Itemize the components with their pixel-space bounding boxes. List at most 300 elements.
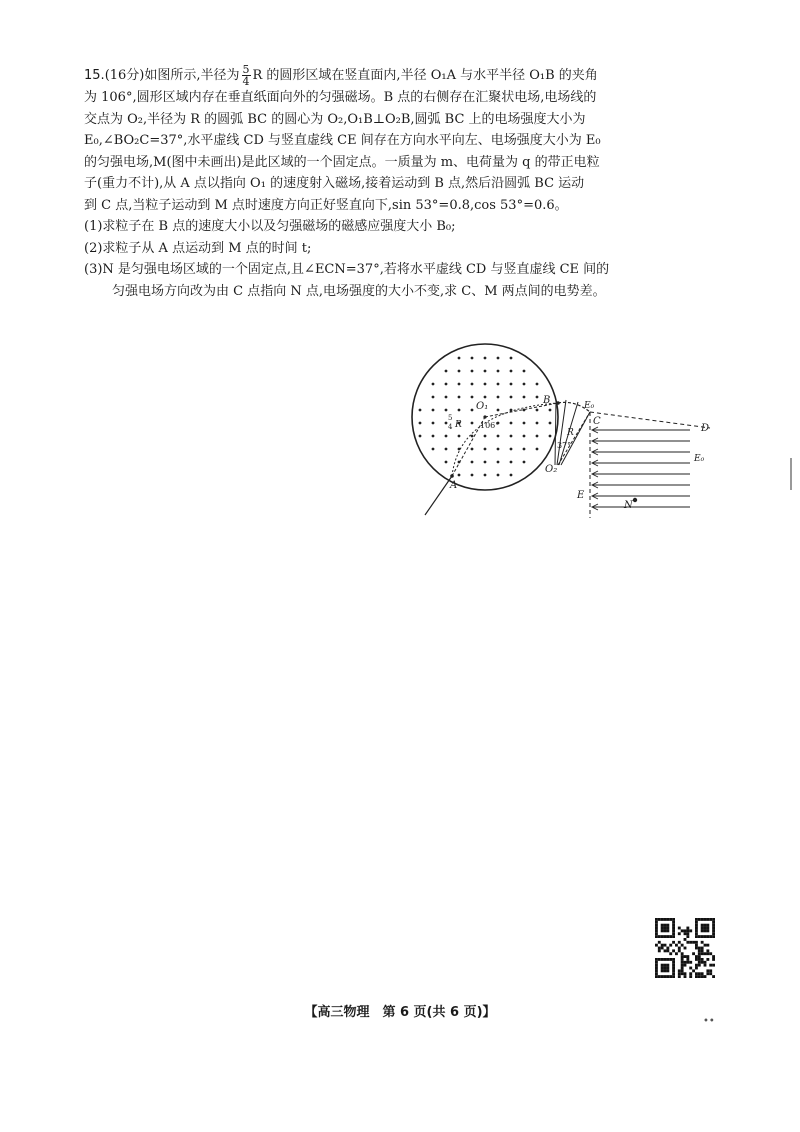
field-dot xyxy=(471,383,474,386)
problem-line-2: 为 106°,圆形区域内存在垂直纸面向外的匀强磁场。B 点的右侧存在汇聚状电场,电场线的 xyxy=(84,90,597,105)
qr-module xyxy=(695,941,698,944)
qr-module xyxy=(669,935,672,938)
field-dot xyxy=(510,383,513,386)
label-E0-right: E₀ xyxy=(694,454,705,464)
field-dot xyxy=(419,422,422,425)
qr-module xyxy=(672,969,675,972)
qr-module xyxy=(695,929,698,932)
field-dot xyxy=(471,370,474,373)
question-1: (1)求粒子在 B 点的速度大小以及匀强磁场的磁感应强度大小 B₀; xyxy=(84,219,456,234)
field-dot xyxy=(497,461,500,464)
qr-module xyxy=(672,975,675,978)
qr-module xyxy=(698,961,701,964)
qr-module xyxy=(664,924,667,927)
fraction-numerator: 5 xyxy=(242,63,250,76)
problem-text-1b: R 的圆形区域在竖直面内,半径 O₁A 与水平半径 O₁B 的夹角 xyxy=(252,68,598,83)
qr-module xyxy=(712,975,715,978)
qr-module xyxy=(661,958,664,961)
field-dot xyxy=(419,435,422,438)
qr-module xyxy=(698,949,701,952)
qr-module xyxy=(672,949,675,952)
qr-module xyxy=(704,944,707,947)
qr-module xyxy=(664,929,667,932)
qr-module xyxy=(712,958,715,961)
qr-module xyxy=(661,918,664,921)
qr-module xyxy=(664,967,667,970)
field-dot xyxy=(523,396,526,399)
qr-module xyxy=(686,961,689,964)
qr-module xyxy=(701,972,704,975)
problem-line-6: 子(重力不计),从 A 点以指向 O₁ 的速度射入磁场,接着运动到 B 点,然后沿圆弧 BC 运动 xyxy=(84,176,585,191)
field-dot xyxy=(510,461,513,464)
label-37: 37° xyxy=(557,441,572,450)
label-4: 4 xyxy=(448,423,453,431)
label-O1: O₁ xyxy=(476,401,489,412)
qr-module xyxy=(698,958,701,961)
qr-module xyxy=(689,941,692,944)
qr-module xyxy=(678,932,681,935)
qr-module xyxy=(655,927,658,930)
qr-module xyxy=(704,935,707,938)
qr-module xyxy=(712,955,715,958)
qr-module xyxy=(686,941,689,944)
qr-module xyxy=(678,972,681,975)
field-dot xyxy=(510,396,513,399)
qr-module xyxy=(684,972,687,975)
qr-module xyxy=(672,927,675,930)
qr-module xyxy=(709,972,712,975)
qr-module xyxy=(701,935,704,938)
qr-module xyxy=(681,952,684,955)
qr-module xyxy=(672,924,675,927)
field-dot xyxy=(523,383,526,386)
qr-module xyxy=(709,969,712,972)
qr-module xyxy=(666,929,669,932)
field-dot xyxy=(523,422,526,425)
label-D: D xyxy=(701,423,710,434)
qr-module xyxy=(704,952,707,955)
field-dot xyxy=(536,435,539,438)
qr-module xyxy=(655,972,658,975)
qr-module xyxy=(681,929,684,932)
qr-module xyxy=(709,918,712,921)
field-dot xyxy=(471,461,474,464)
question-2: (2)求粒子从 A 点运动到 M 点的时间 t; xyxy=(84,240,312,256)
problem-line-5: 的匀强电场,M(图中未画出)是此区域的一个固定点。一质量为 m、电荷量为 q 的带正电粒 xyxy=(84,154,600,170)
qr-module xyxy=(664,969,667,972)
qr-module xyxy=(661,944,664,947)
problem-line-7: 到 C 点,当粒子运动到 M 点时速度方向正好竖直向下,sin 53°=0.8,cos 53°=0.6。 xyxy=(84,197,568,213)
point-N xyxy=(633,498,637,502)
qr-module xyxy=(658,975,661,978)
field-dot xyxy=(445,461,448,464)
field-dot xyxy=(484,435,487,438)
qr-module xyxy=(666,924,669,927)
field-dot xyxy=(497,396,500,399)
field-dot xyxy=(471,357,474,360)
qr-module xyxy=(655,958,658,961)
field-dot xyxy=(432,422,435,425)
label-R: R xyxy=(567,428,574,438)
qr-module xyxy=(698,975,701,978)
field-dot xyxy=(484,448,487,451)
qr-module xyxy=(655,961,658,964)
field-dot xyxy=(458,409,461,412)
incident-path xyxy=(425,476,452,515)
qr-module xyxy=(692,952,695,955)
qr-module xyxy=(684,975,687,978)
field-dot xyxy=(497,383,500,386)
qr-module xyxy=(655,921,658,924)
label-N: N xyxy=(624,500,633,511)
qr-module xyxy=(684,932,687,935)
field-dot xyxy=(510,435,513,438)
field-dot xyxy=(497,370,500,373)
qr-module xyxy=(689,972,692,975)
qr-module xyxy=(655,935,658,938)
qr-module xyxy=(672,932,675,935)
field-dot xyxy=(510,357,513,360)
qr-module xyxy=(684,938,687,941)
qr-module xyxy=(686,958,689,961)
field-dot xyxy=(497,409,500,412)
field-dot xyxy=(432,448,435,451)
field-dot xyxy=(471,422,474,425)
qr-module xyxy=(669,975,672,978)
qr-module xyxy=(655,918,658,921)
qr-module xyxy=(658,958,661,961)
qr-module xyxy=(701,952,704,955)
field-dot xyxy=(458,357,461,360)
qr-module xyxy=(666,935,669,938)
field-dot xyxy=(497,357,500,360)
qr-module xyxy=(669,958,672,961)
qr-module xyxy=(686,929,689,932)
qr-module xyxy=(672,964,675,967)
problem-line-1 xyxy=(84,64,724,87)
field-dot xyxy=(510,422,513,425)
field-dot xyxy=(549,422,552,425)
qr-module xyxy=(706,924,709,927)
qr-module xyxy=(712,918,715,921)
qr-module xyxy=(701,929,704,932)
field-dot xyxy=(458,383,461,386)
qr-module xyxy=(698,964,701,967)
qr-module xyxy=(701,975,704,978)
qr-module xyxy=(706,944,709,947)
qr-module xyxy=(666,947,669,950)
field-dot xyxy=(523,370,526,373)
field-dot xyxy=(549,409,552,412)
fraction-five-fourths xyxy=(242,64,251,87)
field-dot xyxy=(536,448,539,451)
qr-module xyxy=(681,961,684,964)
problem-number: 15. xyxy=(84,68,105,83)
label-106: 106° xyxy=(480,421,500,430)
field-dot xyxy=(484,357,487,360)
field-dot xyxy=(471,474,474,477)
uniform-field-lines xyxy=(592,427,690,510)
qr-module xyxy=(664,918,667,921)
qr-module xyxy=(695,927,698,930)
question-3-line-1: (3)N 是匀强电场区域的一个固定点,且∠ECN=37°,若将水平虚线 CD 与竖直虚线 CE 间的 xyxy=(84,262,610,277)
qr-module xyxy=(704,964,707,967)
qr-module xyxy=(712,929,715,932)
qr-module xyxy=(689,975,692,978)
qr-module xyxy=(706,918,709,921)
field-dot xyxy=(458,396,461,399)
qr-module xyxy=(709,964,712,967)
field-dot xyxy=(445,396,448,399)
qr-module xyxy=(692,941,695,944)
qr-module xyxy=(698,947,701,950)
qr-module xyxy=(695,972,698,975)
qr-module xyxy=(672,972,675,975)
qr-module xyxy=(658,949,661,952)
page-footer: 【高三物理 第 6 页(共 6 页)】 xyxy=(304,1005,496,1020)
qr-module xyxy=(681,967,684,970)
qr-module xyxy=(701,947,704,950)
question-3-line-2: 匀强电场方向改为由 C 点指向 N 点,电场强度的大小不变,求 C、M 两点间的电势差。 xyxy=(112,283,606,299)
qr-module xyxy=(695,955,698,958)
field-dot xyxy=(536,422,539,425)
field-dot xyxy=(549,435,552,438)
field-dot xyxy=(510,448,513,451)
field-dot xyxy=(445,435,448,438)
qr-module xyxy=(712,935,715,938)
qr-module xyxy=(704,961,707,964)
qr-module xyxy=(701,958,704,961)
qr-code-icon xyxy=(655,918,715,978)
qr-module xyxy=(678,975,681,978)
qr-module xyxy=(661,929,664,932)
fraction-denominator: 4 xyxy=(242,75,250,88)
qr-module xyxy=(698,935,701,938)
field-dot xyxy=(445,409,448,412)
qr-module xyxy=(672,929,675,932)
qr-module xyxy=(658,918,661,921)
qr-module xyxy=(672,967,675,970)
qr-module xyxy=(701,918,704,921)
qr-module xyxy=(664,964,667,967)
qr-module xyxy=(701,949,704,952)
qr-module xyxy=(666,958,669,961)
qr-module xyxy=(661,969,664,972)
qr-module xyxy=(661,967,664,970)
qr-module xyxy=(664,949,667,952)
qr-module xyxy=(681,969,684,972)
scan-edge-mark xyxy=(790,458,792,490)
problem-text-1a: 如图所示,半径为 xyxy=(144,68,240,83)
qr-module xyxy=(672,918,675,921)
qr-module xyxy=(695,958,698,961)
qr-module xyxy=(684,964,687,967)
field-dot xyxy=(523,461,526,464)
qr-module xyxy=(684,929,687,932)
qr-module xyxy=(672,961,675,964)
qr-module xyxy=(658,935,661,938)
qr-module xyxy=(678,947,681,950)
field-dot xyxy=(471,409,474,412)
qr-module xyxy=(655,929,658,932)
qr-module xyxy=(655,969,658,972)
qr-module xyxy=(681,958,684,961)
trajectory-in-field xyxy=(452,403,558,476)
field-dot xyxy=(523,448,526,451)
qr-module xyxy=(695,924,698,927)
qr-module xyxy=(658,947,661,950)
qr-module xyxy=(678,949,681,952)
qr-module xyxy=(712,964,715,967)
qr-module xyxy=(681,955,684,958)
field-dot xyxy=(471,396,474,399)
qr-module xyxy=(698,918,701,921)
qr-module xyxy=(689,961,692,964)
qr-module xyxy=(701,924,704,927)
qr-module xyxy=(655,924,658,927)
field-dot xyxy=(458,370,461,373)
qr-module xyxy=(712,927,715,930)
qr-module xyxy=(664,944,667,947)
qr-module xyxy=(695,935,698,938)
qr-module xyxy=(672,921,675,924)
qr-module xyxy=(704,975,707,978)
qr-module xyxy=(672,958,675,961)
qr-module xyxy=(681,972,684,975)
qr-module xyxy=(698,952,701,955)
qr-module xyxy=(689,967,692,970)
label-B: B xyxy=(543,395,551,406)
qr-module xyxy=(661,975,664,978)
problem-15 xyxy=(84,64,724,302)
qr-module xyxy=(672,935,675,938)
corner-mark: •• xyxy=(703,1016,715,1027)
physics-figure xyxy=(400,340,730,525)
qr-module xyxy=(661,964,664,967)
label-O2: O₂ xyxy=(545,464,558,475)
qr-module xyxy=(701,941,704,944)
qr-module xyxy=(704,929,707,932)
qr-module xyxy=(704,927,707,930)
qr-module xyxy=(704,918,707,921)
qr-module xyxy=(666,975,669,978)
qr-module xyxy=(678,941,681,944)
qr-module xyxy=(698,955,701,958)
field-dot xyxy=(484,370,487,373)
field-line-1 xyxy=(555,400,556,465)
qr-module xyxy=(661,947,664,950)
field-dot xyxy=(536,409,539,412)
qr-module xyxy=(701,961,704,964)
qr-module xyxy=(709,952,712,955)
qr-module xyxy=(695,932,698,935)
qr-module xyxy=(666,927,669,930)
qr-module xyxy=(661,927,664,930)
field-dot xyxy=(510,370,513,373)
point-A xyxy=(450,474,454,478)
field-dot xyxy=(536,396,539,399)
field-dot xyxy=(471,435,474,438)
field-dot xyxy=(536,383,539,386)
qr-module xyxy=(666,969,669,972)
qr-module xyxy=(666,949,669,952)
qr-module xyxy=(669,918,672,921)
qr-module xyxy=(706,927,709,930)
qr-module xyxy=(669,952,672,955)
qr-module xyxy=(661,924,664,927)
qr-module xyxy=(695,975,698,978)
qr-module xyxy=(655,944,658,947)
qr-module xyxy=(706,972,709,975)
qr-module xyxy=(655,932,658,935)
field-dot xyxy=(458,435,461,438)
qr-module xyxy=(706,958,709,961)
qr-module xyxy=(678,969,681,972)
qr-module xyxy=(681,964,684,967)
qr-module xyxy=(686,932,689,935)
problem-points: (16分) xyxy=(104,68,145,83)
qr-module xyxy=(692,969,695,972)
field-dot xyxy=(484,474,487,477)
qr-module xyxy=(712,921,715,924)
qr-module xyxy=(686,935,689,938)
qr-module xyxy=(701,927,704,930)
qr-module xyxy=(686,927,689,930)
field-dot xyxy=(484,383,487,386)
field-dot xyxy=(510,474,513,477)
field-dot xyxy=(471,448,474,451)
qr-module xyxy=(675,952,678,955)
qr-module xyxy=(666,967,669,970)
field-dot xyxy=(432,396,435,399)
label-E0-top: E₀ xyxy=(584,401,595,411)
qr-module xyxy=(684,947,687,950)
label-5: 5 xyxy=(448,414,453,422)
qr-module xyxy=(655,975,658,978)
qr-module xyxy=(675,944,678,947)
field-dot xyxy=(432,383,435,386)
field-dot xyxy=(458,474,461,477)
qr-module xyxy=(664,975,667,978)
label-C: C xyxy=(593,416,601,427)
qr-module xyxy=(686,955,689,958)
field-dot xyxy=(445,448,448,451)
field-dot xyxy=(497,435,500,438)
qr-module xyxy=(704,924,707,927)
qr-module xyxy=(706,929,709,932)
qr-module xyxy=(695,921,698,924)
qr-module xyxy=(706,969,709,972)
qr-module xyxy=(695,967,698,970)
qr-module xyxy=(698,972,701,975)
qr-module xyxy=(706,952,709,955)
field-dot xyxy=(419,409,422,412)
qr-module xyxy=(664,958,667,961)
qr-module xyxy=(672,941,675,944)
qr-module xyxy=(709,935,712,938)
point-O1 xyxy=(483,415,486,418)
field-dot xyxy=(484,461,487,464)
problem-line-4: E₀,∠BO₂C=37°,水平虚线 CD 与竖直虚线 CE 间存在方向水平向左、电场强度大小为 E₀ xyxy=(84,133,601,148)
qr-module xyxy=(666,964,669,967)
qr-module xyxy=(658,941,661,944)
qr-module xyxy=(695,918,698,921)
field-dot xyxy=(432,409,435,412)
qr-module xyxy=(695,947,698,950)
qr-module xyxy=(706,949,709,952)
field-dot xyxy=(432,435,435,438)
qr-module xyxy=(695,944,698,947)
